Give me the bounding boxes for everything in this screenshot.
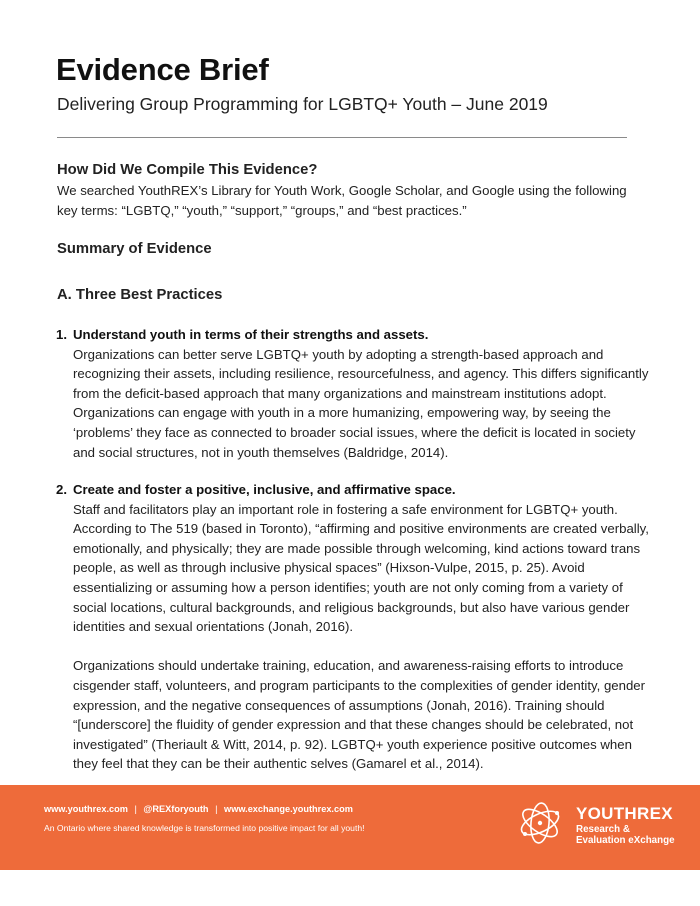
best-practice-title-text: Create and foster a positive, inclusive, and affirmative space. [73,482,456,497]
best-practice-title-text: Understand youth in terms of their strengths and assets. [73,327,429,342]
footer-tagline: An Ontario where shared knowledge is transformed into positive impact for all youth! [44,823,365,833]
link-separator: | [215,804,218,814]
exchange-link[interactable]: www.exchange.youthrex.com [224,804,353,814]
summary-heading: Summary of Evidence [57,241,212,257]
link-separator: | [134,804,137,814]
page-subtitle: Delivering Group Programming for LGBTQ+ Youth – June 2019 [57,94,548,114]
best-practice-body [56,345,656,463]
best-practice-paragraph: Organizations should undertake training, education, and awareness-raising efforts to introduce cisgender staff, volunteers, and program participants to the complexities of gender identity, gender expression, and the negative consequences of assumptions (Jonah, 2016). Training should “[underscore] the fluidity of gender expression and that these changes should be celebrated, not investigated” (Theriault & Witt, 2014, p. 92). LGBTQ+ youth experience positive outcomes when they feel that they can be their authentic selves (Gamarel et al., 2014). [73,658,646,772]
compile-heading: How Did We Compile This Evidence? [57,162,318,178]
logo-wordmark: YOUTHREX [576,804,673,823]
footer-band [0,785,700,870]
list-number: 2. [56,482,67,497]
logo-subtitle-line-1: Research & [576,824,630,835]
best-practice-title [56,480,656,500]
list-number: 1. [56,327,67,342]
best-practice-item-1 [56,325,656,462]
header-divider [57,137,627,138]
best-practice-paragraph: Organizations can better serve LGBTQ+ youth by adopting a strength-based approach and recognizing their assets, including resilience, resourcefulness, and agency. This differs significantly from the deficit-based approach that many organizations and mainstream institutions adopt. Organizations can engage with youth in a more humanizing, empowering way, by seeing the ‘problems’ they face as connected to broader social issues, where the deficit is located in society and social structures, not in youth themselves (Baldridge, 2014). [73,346,649,460]
website-link[interactable]: www.youthrex.com [44,804,128,814]
footer-links [44,804,353,814]
page-title: Evidence Brief [56,52,269,87]
twitter-handle-link[interactable]: @REXforyouth [143,804,209,814]
youthrex-orbit-logo-icon [516,800,572,846]
youthrex-logo [516,798,675,858]
best-practice-item-2 [56,480,656,774]
best-practice-paragraph: Staff and facilitators play an important role in fostering a safe environment for LGBTQ+ youth. According to The 519 (based in Toronto), “affirming and positive environments are created verbally, emotionally, and physically; they are made possible through welcoming, kind actions toward trans people, as well as through inclusive physical spaces” (Hixson-Vulpe, 2015, p. 25). Avoid essentializing or assuming how a person identifies; youth are not only coming from a variety of social locations, cultural backgrounds, and religious backgrounds, but also have various gender identities and sexual orientations (Jonah, 2016). [73,501,649,635]
logo-subtitle-line-2: Evaluation eXchange [576,835,675,846]
best-practice-body [56,500,656,774]
compile-body: We searched YouthREX’s Library for Youth Work, Google Scholar, and Google using the following key terms: “LGBTQ,” “youth,” “support,” “groups,” and “best practices.” [57,183,627,218]
best-practices-heading: A. Three Best Practices [57,287,223,303]
best-practice-title [56,325,656,345]
